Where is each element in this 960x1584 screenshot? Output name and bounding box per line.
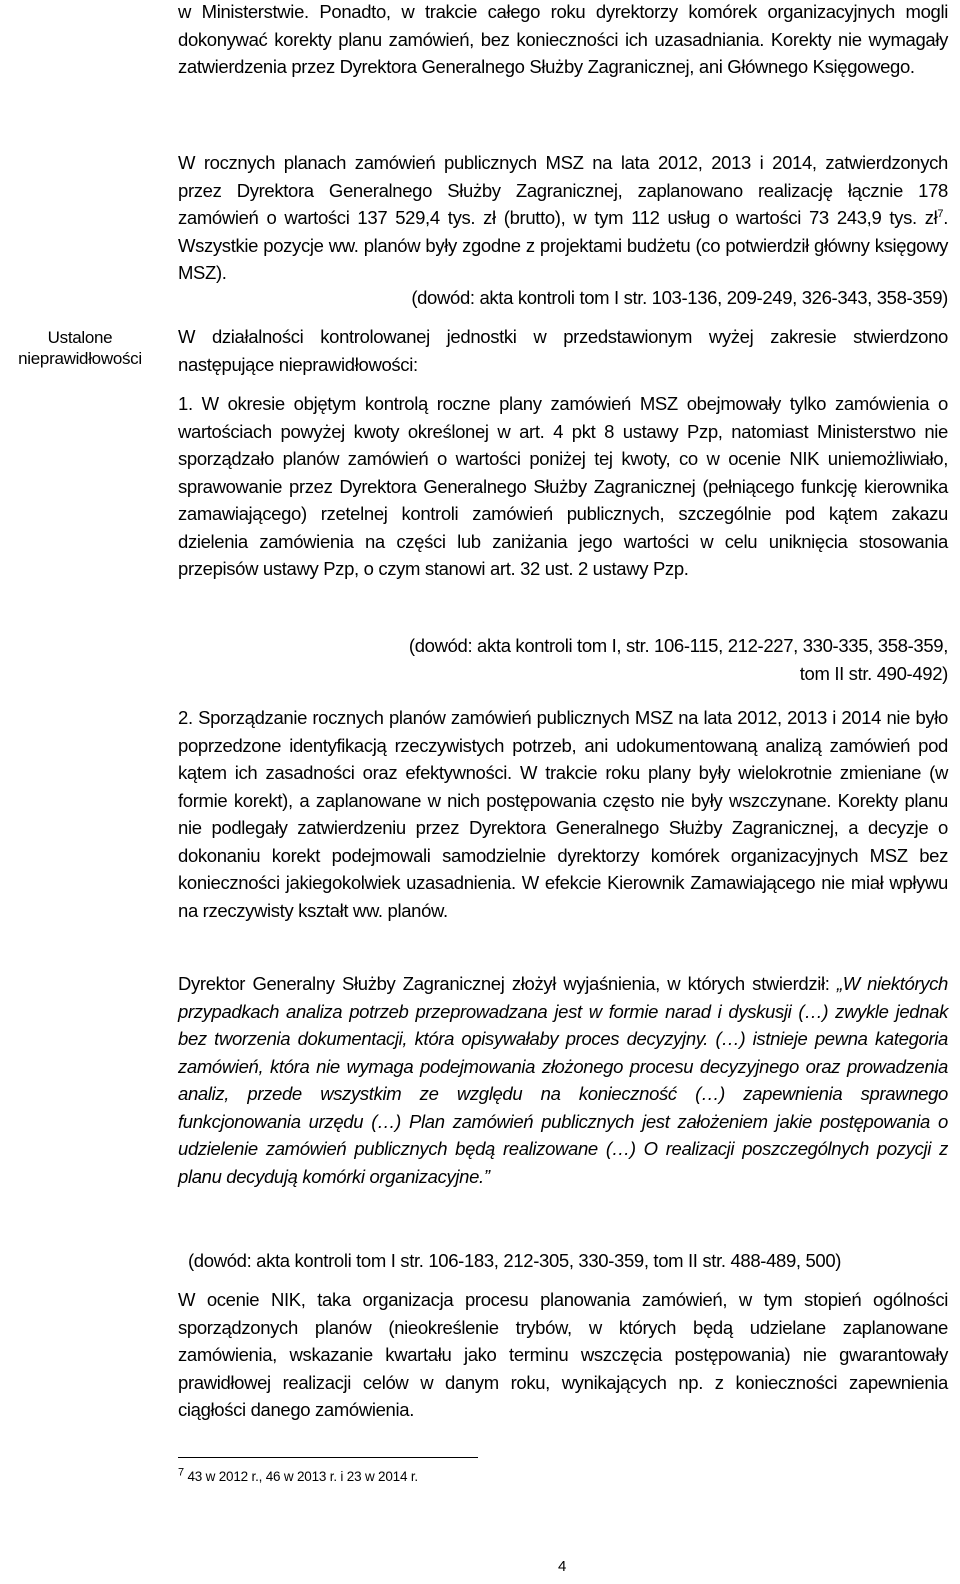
plans-text-b: . Wszystkie pozycje ww. planów były zgodne z projektami budżetu (co potwierdził główny księgowy MSZ). (178, 207, 948, 283)
finding-1-paragraph: 1. W okresie objętym kontrolą roczne plany zamówień MSZ obejmowały tylko zamówienia o wartościach powyżej kwoty określonej w art. 4 pkt 8 ustawy Pzp, natomiast Ministerstwo nie sporządzało planów zamówień o wartości poniżej tej kwoty, co w ocenie NIK uniemożliwiało, sprawowanie przez Dyrektora Generalnego Służby Zagranicznej (pełniącego funkcję kierownika zamawiającego) rzetelnej kontroli zamówień publicznych, szczególnie pod kątem zakazu dzielenia zamówienia na części lub zaniżania jego wartości w celu uniknięcia stosowania przepisów ustawy Pzp, o czym stanowi art. 32 ust. 2 ustawy Pzp. (178, 393, 948, 579)
evidence-reference-3: (dowód: akta kontroli tom I str. 106-183, 212-305, 330-359, tom II str. 488-489, 500) (188, 1250, 842, 1271)
evidence-reference-2 (409, 632, 948, 687)
nik-assessment-paragraph: W ocenie NIK, taka organizacja procesu planowania zamówień, w tym stopień ogólności sporządzonych planów (nieokreślenie trybów, w których będą udzielane zaplanowane zamówienia, wskazanie kwartału jako terminu wszczęcia postępowania) nie gwarantowały prawidłowej realizacji celów w danym roku, wynikających np. z konieczności zapewnienia ciągłości danego zamówienia. (178, 1289, 948, 1420)
footnote-ref: 7 (937, 207, 944, 220)
margin-note-line2: nieprawidłowości (18, 349, 142, 368)
director-statement-lead: Dyrektor Generalny Służby Zagranicznej złożył wyjaśnienia, w których stwierdził: (178, 973, 830, 994)
evidence-reference-1: (dowód: akta kontroli tom I str. 103-136, 209-249, 326-343, 358-359) (411, 287, 948, 308)
plans-text-a: W rocznych planach zamówień publicznych MSZ na lata 2012, 2013 i 2014, zatwierdzonych przez Dyrektora Generalnego Służby Zagranicznej, zaplanowano realizację łącznie 178 zamówień o wartości 137 529,4 tys. zł (brutto), w tym 112 usług o wartości 73 243,9 tys. zł (178, 152, 948, 228)
director-quote: „W niektórych przypadkach analiza potrzeb przeprowadzana jest w formie narad i dyskusji (…) zwykle jednak bez tworzenia dokumentacji, która opisywałaby proces decyzyjny. (…) istnieje pewna kategoria zamówień, która nie wymaga podejmowania złożonego procesu decyzyjnego oraz prowadzenia analiz, przede wszystkim ze względu na konieczność (…) zapewnienia sprawnego funkcjonowania urzędu (…) Plan zamówień publicznych jest założeniem jakie postępowania o udzielenie zamówień publicznych będą realizowane (…) O realizacji poszczególnych pozycji z planu decydują komórki organizacyjne.” (178, 973, 948, 1187)
evidence-reference-2-line1: (dowód: akta kontroli tom I, str. 106-115, 212-227, 330-335, 358-359, (408, 635, 948, 656)
margin-note-line1: Ustalone (47, 328, 113, 347)
intro-paragraph: w Ministerstwie. Ponadto, w trakcie całego roku dyrektorzy komórek organizacyjnych mogli dokonywać korekty planu zamówień, bez konieczności ich uzasadniania. Korekty nie wymagały zatwierdzenia przez Dyrektora Generalnego Służby Zagranicznej, ani Głównego Księgowego. (178, 1, 948, 77)
plans-paragraph (178, 149, 948, 287)
director-statement-paragraph (178, 970, 948, 1190)
footnote (178, 1466, 418, 1484)
finding-2-paragraph: 2. Sporządzanie rocznych planów zamówień publicznych MSZ na lata 2012, 2013 i 2014 nie było poprzedzone identyfikacją rzeczywistych potrzeb, ani udokumentowaną analizą zamówień pod kątem ich zasadności oraz efektywności. W trakcie roku plany były wielokrotnie zmieniane (w formie korekt), a zaplanowane w nich postępowania często nie były wszczynane. Korekty planu nie podlegały zatwierdzeniu przez Dyrektora Generalnego Służby Zagranicznej, a decyzje o dokonaniu korekt podejmowali samodzielnie dyrektorzy komórek organizacyjnych MSZ bez konieczności jakiegokolwiek uzasadnienia. W efekcie Kierownik Zamawiającego nie miał wpływu na rzeczywisty kształt ww. planów. (178, 707, 948, 921)
footnote-text: 43 w 2012 r., 46 w 2013 r. i 23 w 2014 r. (183, 1469, 418, 1484)
evidence-reference-2-line2: tom II str. 490-492) (799, 662, 948, 684)
findings-intro-paragraph: W działalności kontrolowanej jednostki w przedstawionym wyżej zakresie stwierdzono następujące nieprawidłowości: (178, 326, 948, 375)
footnote-separator (178, 1457, 478, 1458)
footnote-mark: 7 (178, 1466, 184, 1479)
page-number: 4 (558, 1558, 567, 1575)
margin-note (0, 327, 160, 369)
